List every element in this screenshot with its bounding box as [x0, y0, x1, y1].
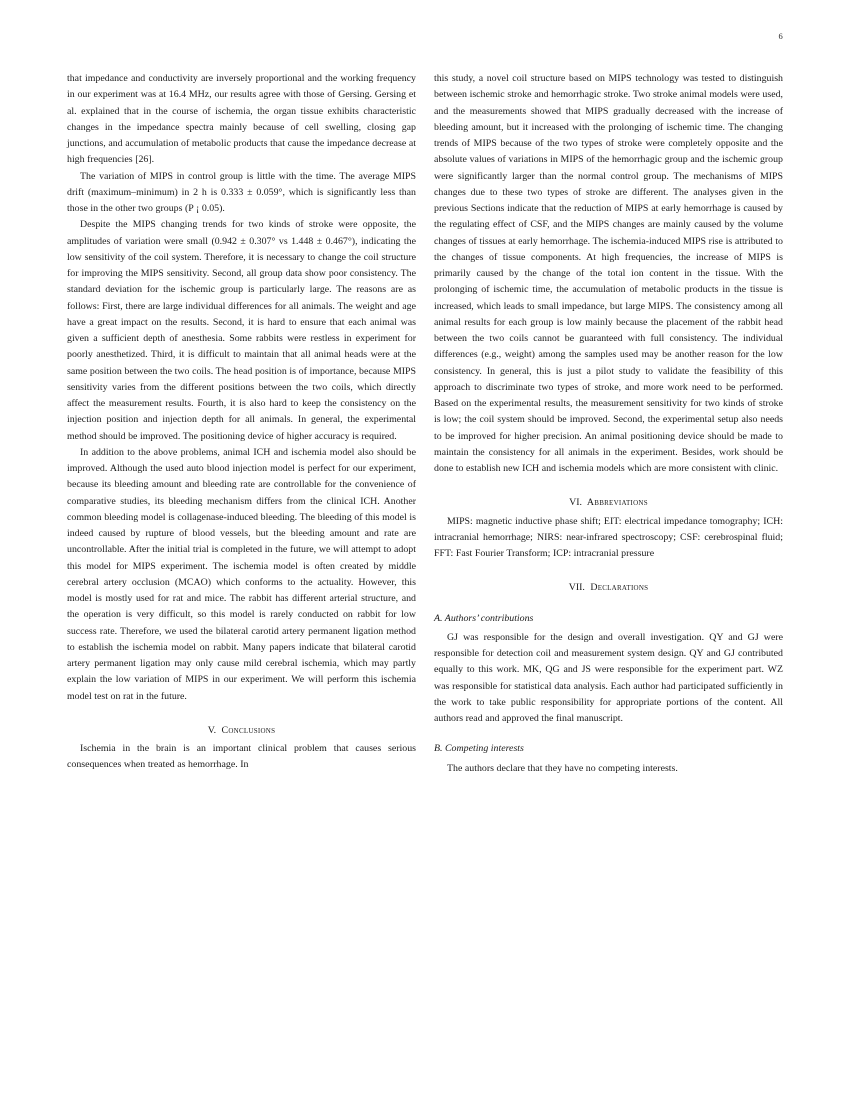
- spacer-after-declarations-heading: [434, 597, 783, 611]
- page-number: 6: [778, 31, 783, 41]
- left-column: [67, 71, 416, 777]
- paragraph-competing-interests: The authors declare that they have no competing interests.: [447, 762, 678, 774]
- section-heading-declarations: [434, 580, 783, 596]
- subsection-heading-authors-contributions: A. Authors’ contributions: [434, 612, 534, 624]
- paragraph-animal-models-improvement: In addition to the above problems, animal ICH and ischemia model also should be improved. Although the used auto blood injection model is perfect for our experiment, because its bleeding amount and bleeding rate are controllable for the convenience of comparative studies, its bleeding mechanism differs from the clinical ICH. Another common bleeding model is collagenase-induced bleeding. The bleeding of this model is indeed caused by rupture of blood vessels, but the bleeding amount and rate are uncontrollable. After the initial trial is completed in the future, we will attempt to adopt this model for MIPS experiment. The ischemia model is often created by middle cerebral artery occlusion (MCAO) which conforms to the actuality. However, this model is mostly used for rat and mice. The rabbit has different arterial structure, and the operation is very difficult, so this model is rarely conducted on rabbit for low success rate. Therefore, we used the bilateral carotid artery permanent ligation method to establish the ischemia model on rabbit. Many papers indicate that bilateral carotid artery permanent ligation may only cause mild cerebral ischemia, which may partly explain the low variation of MIPS in our experiment. We will perform this ischemia model test on rat in the future.: [67, 446, 416, 702]
- paragraph-conclusions-continued: this study, a novel coil structure based on MIPS technology was tested to distinguish between ischemic stroke and hemorrhagic stroke. Two stroke animal models were used, and the measurements showed that MIPS gradually decreased with the increase of bleeding amount, but it increased with the prolonging of ischemic time. The changing trends of MIPS because of the two types of stroke were completely opposite and the absolute values of variations in MIPS of the hemorrhagic group and the ischemic group were significantly larger than the normal control group. The mechanisms of MIPS changes due to these two types of stroke are different. The analyses given in the previous Sections indicate that the reduction of MIPS at early hemorrhage is caused by the regulating effect of CSF, and the MIPS changes are mainly caused by the volume changes of tissues at early hemorrhage. The ischemia-induced MIPS rise is attributed to the changes of tissue components. At high frequencies, the increase of MIPS is primarily caused by the change of the total ion content in the tissue. With the prolonging of ischemic time, the accumulation of metabolic products in the tissue is increased, which leads to small impedance, but large MIPS. The consistency among all animal results for each group is low mainly because the placement of the rabbit head between the two coils cannot be guaranteed with full consistency. The individual differences (e.g., weight) among the samples used may be another reason for the low consistency. In general, this is just a pilot study to validate the feasibility of this approach to discriminate two types of stroke, and more work need to be performed. Based on the experimental results, the measurement sensitivity for two kinds of stroke is low; the coil system should be improved. Second, the experimental setup also needs to be improved for higher precision. An animal positioning device should be made to maintain the consistency for all animals in the experiment. Besides, work should be done to establish new ICH and ischemia models which are more consistent with clinic.: [434, 73, 783, 474]
- spacer-before-subsection-b-heading: [434, 727, 783, 741]
- spacer-before-declarations-heading: [434, 562, 783, 580]
- section-numeral-conclusions: V.: [207, 724, 217, 736]
- two-column-body: [67, 71, 783, 777]
- section-title-conclusions: Conclusions: [221, 724, 276, 736]
- paragraph-continued-from-previous-page: that impedance and conductivity are inversely proportional and the working frequency in our experiment was at 16.4 MHz, our results agree with those of Gersing. Gersing et al. explained that in the course of ischemia, the organ tissue exhibits characteristic changes in the impedance spectra mainly because of cell swelling, closing gap junctions, and accumulation of metabolic products that cause the impedance decrease at high frequencies [26].: [67, 73, 416, 166]
- paragraph-mips-changing-trends: Despite the MIPS changing trends for two kinds of stroke were opposite, the amplitudes of variation were small (0.942 ± 0.307° vs 1.448 ± 0.467°), indicating the low sensitivity of the coil system. Therefore, it is necessary to change the coil structure for improving the MIPS sensitivity. Second, all group data show poor consistency. The standard deviation for the ischemic group is particularly large. The reasons are as follows: First, there are large individual differences for all animals. The weight and age have a great impact on the results. Second, it is hard to ensure that each animal was given a sufficient depth of anesthesia. Some rabbits were restless in experiment for poorly anesthetized. Third, it is difficult to maintain that all animal heads were at the same position between the two coils. The head position is of importance, because MIPS sensitivity varies from the different positions between the two coils, which directly affect the measurement results. Fourth, it is also hard to keep the consistency on the injection position and injection depth for all animals. In general, the experimental method should be improved. The positioning device of higher accuracy is required.: [67, 219, 416, 442]
- section-title-declarations: Declarations: [590, 582, 649, 594]
- section-numeral-declarations: VII.: [568, 582, 585, 594]
- section-heading-conclusions: [67, 723, 416, 739]
- spacer-before-conclusions-heading: [67, 705, 416, 723]
- paragraph-conclusions-opening: Ischemia in the brain is an important clinical problem that causes serious consequences when treated as hemorrhage. In: [67, 743, 416, 771]
- section-numeral-abbreviations: VI.: [569, 497, 583, 509]
- section-heading-abbreviations: [434, 495, 783, 511]
- section-title-abbreviations: Abbreviations: [586, 497, 648, 509]
- spacer-before-abbreviations-heading: [434, 477, 783, 495]
- paragraph-abbreviations-list: MIPS: magnetic inductive phase shift; EIT: electrical impedance tomography; ICH: intracranial hemorrhage; NIRS: near-infrared spectroscopy; CSF: cerebrospinal fluid; FFT: Fast Fourier Transform; ICP: intracranial pressure: [434, 515, 783, 559]
- paragraph-mips-control-group-variation: The variation of MIPS in control group is little with the time. The average MIPS drift (maximum–minimum) in 2 h is 0.333 ± 0.059°, which is significantly less than those in the other two groups (P ¡ 0.05).: [67, 170, 416, 214]
- paragraph-authors-contributions: GJ was responsible for the design and overall investigation. QY and GJ were responsible for detection coil and measurement system design. QY and GJ contributed equally to this work. MK, QG and JS were responsible for the experiment part. WZ was responsible for statistical data analysis. Each author had participated sufficiently in the work to take public responsibility for appropriate portions of the content. All authors read and approved the final manuscript.: [434, 631, 783, 724]
- subsection-heading-competing-interests: B. Competing interests: [434, 743, 524, 755]
- right-column: [434, 71, 783, 777]
